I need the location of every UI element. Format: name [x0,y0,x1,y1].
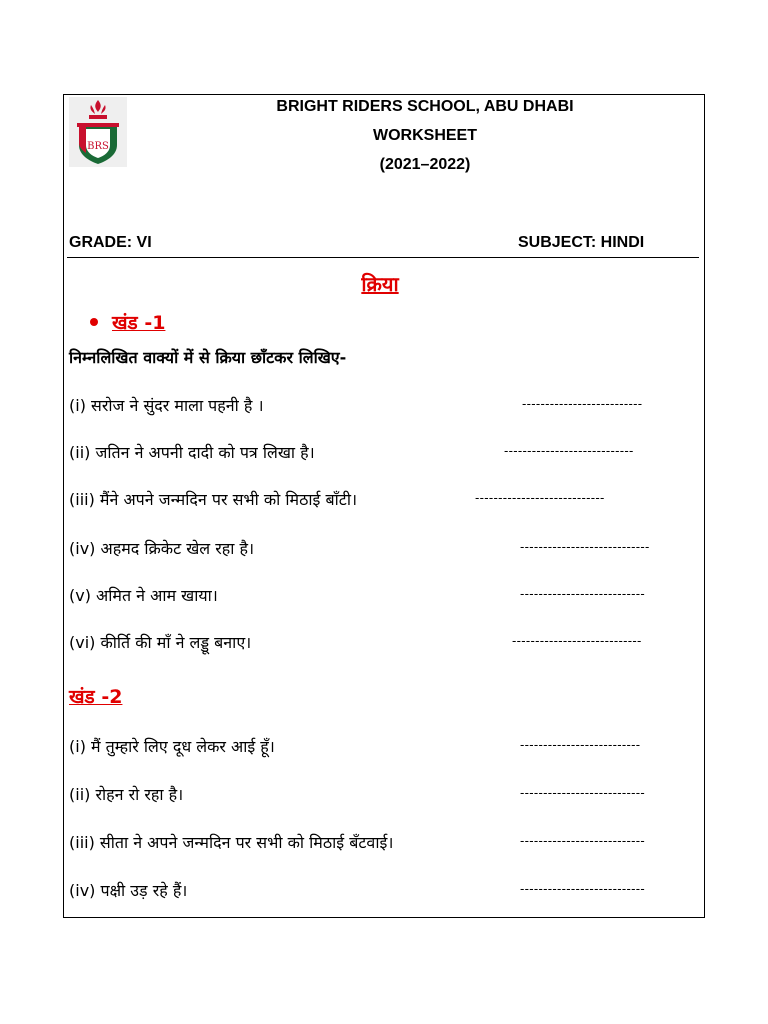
answer-blank[interactable]: ---------------------------- [520,539,650,554]
section-2-label: खंड -2 [69,686,123,708]
school-logo [69,97,127,167]
answer-blank[interactable]: ---------------------------- [512,633,642,648]
subject-label: SUBJECT: HINDI [518,234,645,251]
academic-year: (2021–2022) [379,156,471,173]
question-item: (ii) जतिन ने अपनी दादी को पत्र लिखा है। [69,443,315,462]
answer-blank[interactable]: --------------------------- [520,785,645,800]
question-item: (i) सरोज ने सुंदर माला पहनी है । [69,396,264,415]
document-type: WORKSHEET [373,127,477,144]
question-item: (iii) मैंने अपने जन्मदिन पर सभी को मिठाई बाँटी। [69,490,358,509]
answer-blank[interactable]: --------------------------- [520,586,645,601]
question-item: (iii) सीता ने अपने जन्मदिन पर सभी को मिठाई बँटवाई। [69,833,394,852]
answer-blank[interactable]: -------------------------- [522,396,643,411]
instruction-text: निम्नलिखित वाक्यों में से क्रिया छाँटकर लिखिए- [69,348,347,367]
worksheet-title: क्रिया [361,272,399,296]
section-2-heading [69,683,122,709]
logo-lettering: BRS [87,141,109,152]
question-item: (iv) पक्षी उड़ रहे हैं। [69,881,188,900]
section-1-label: खंड -1 [112,312,166,334]
section-1-heading [90,309,165,335]
question-item: (ii) रोहन रो रहा है। [69,785,184,804]
header-divider [67,257,699,258]
question-item: (iv) अहमद क्रिकेट खेल रहा है। [69,539,255,558]
question-item: (vi) कीर्ति की माँ ने लड्डू बनाए। [69,633,252,652]
answer-blank[interactable]: --------------------------- [520,833,645,848]
answer-blank[interactable]: -------------------------- [520,737,641,752]
bullet-icon [90,318,98,326]
school-name: BRIGHT RIDERS SCHOOL, ABU DHABI [276,98,574,115]
answer-blank[interactable]: ---------------------------- [475,490,605,505]
answer-blank[interactable]: ---------------------------- [504,443,634,458]
question-item: (i) मैं तुम्हारे लिए दूध लेकर आई हूँ। [69,737,275,756]
grade-label: GRADE: VI [69,234,152,251]
answer-blank[interactable]: --------------------------- [520,881,645,896]
question-item: (v) अमित ने आम खाया। [69,586,218,605]
